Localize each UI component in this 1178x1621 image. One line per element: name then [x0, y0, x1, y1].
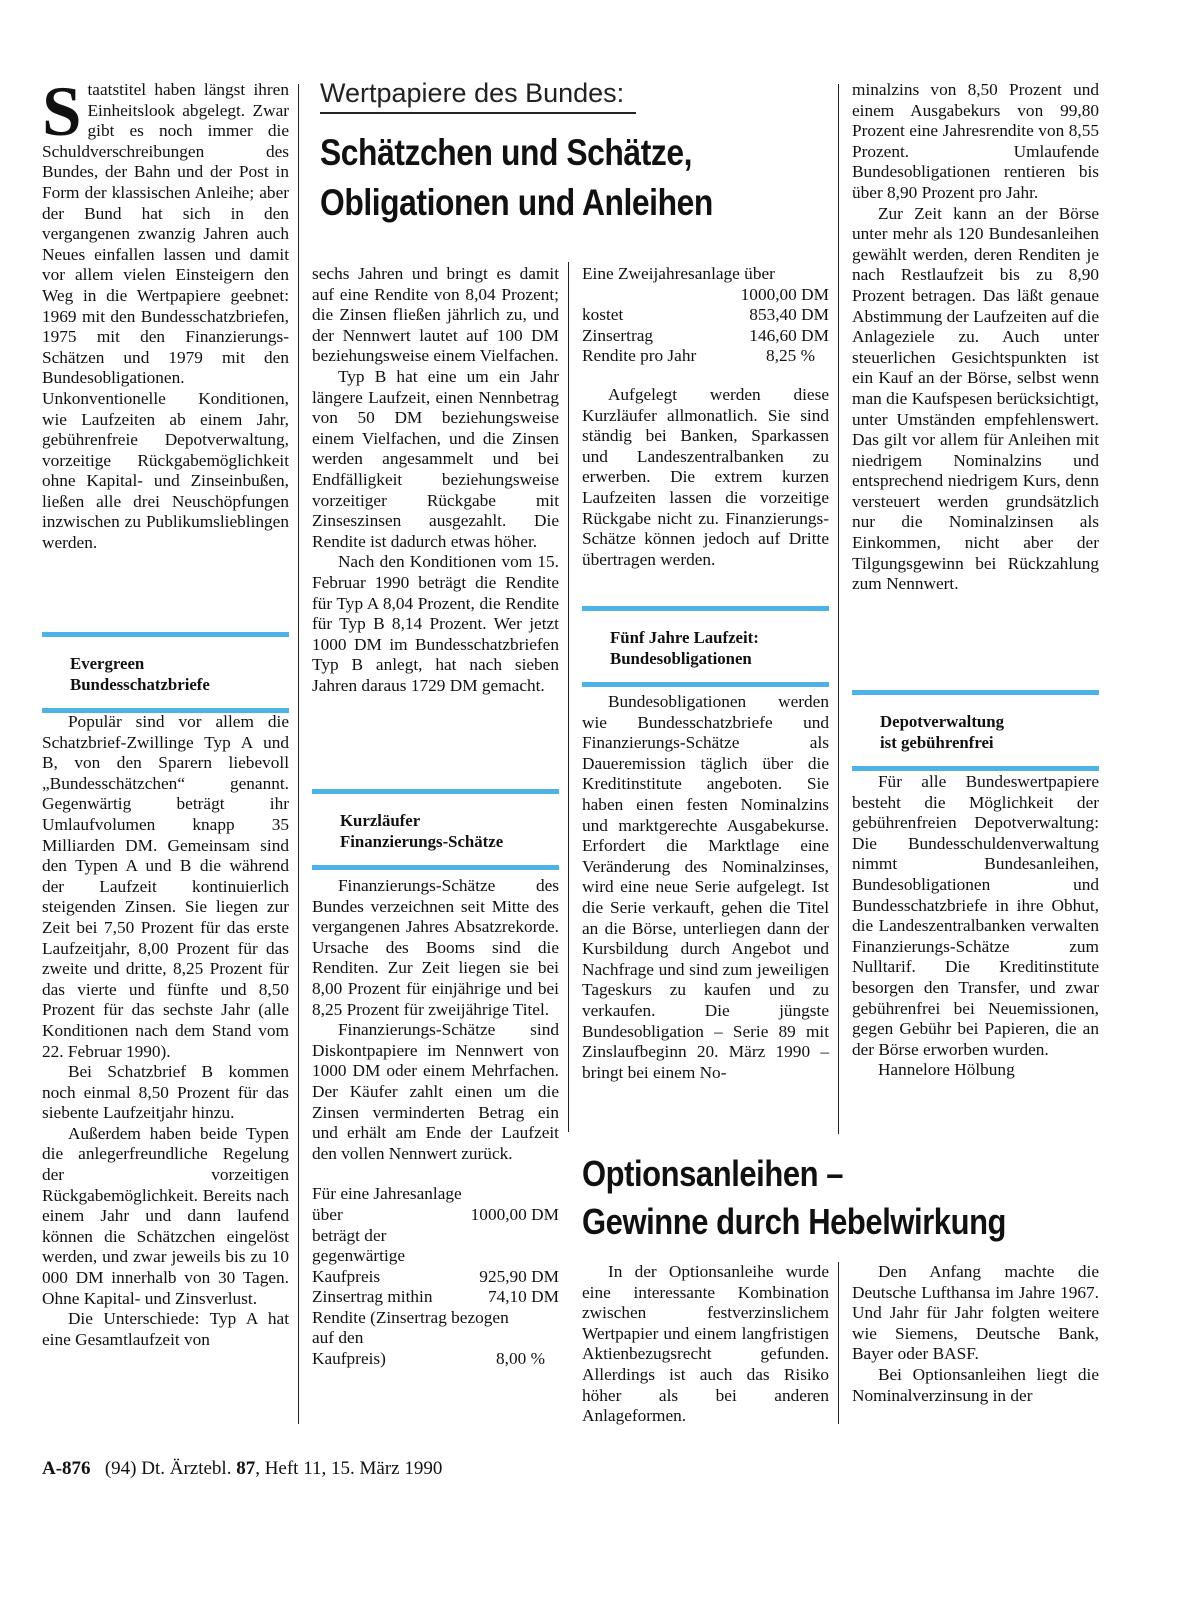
column-2	[312, 264, 559, 696]
table-row: kostet 853,40 DM	[582, 305, 829, 325]
citation-rest: , Heft 11, 15. März 1990	[255, 1458, 443, 1479]
table-row: Zinsertrag 146,60 DM	[582, 325, 829, 345]
paragraph: Zur Zeit kann an der Börse unter mehr als 120 Bundesanleihen gewählt werden, deren Renditen je nach Restlaufzeit bis zu 8,90 Prozent betragen. Das läßt genaue Abstimmung der Laufzeiten auf die Anlageziele zu. Auch unter steuerlichen Gesichtspunkten ist ein Kauf an der Börse, selbst wenn man die Kaufspesen berücksichtigt, unter Umständen empfehlenswert. Das gilt vor allem für Anleihen mit niedrigem Nominalzins und entsprechend niedrigem Kurs, denn versteuert werden grundsätzlich nur die Nominalzinsen als Einkommen, nicht aber der Tilgungsgewinn bei Rückzahlung zum Nennwert.	[852, 203, 1099, 594]
subhead-text: Fünf Jahre Laufzeit: Bundesobligationen	[610, 628, 759, 668]
subhead-depotverwaltung	[852, 690, 1099, 771]
headline-line: Optionsanleihen –	[582, 1153, 844, 1194]
paragraph: Die Unterschiede: Typ A hat eine Gesamtlaufzeit von	[42, 1309, 289, 1349]
intro-paragraph: Staatstitel haben längst ihren Einheitslook abgelegt. Zwar gibt es noch immer die Schuldverschreibungen des Bundes, der Bahn und der Post in Form der klassischen Anleihe; aber der Bund hat sich in den vergangenen zwanzig Jahren auch Neues einfallen lassen und damit vor allem vielen Einsteigern den Weg in die Wertpapiere geebnet: 1969 mit den Bundesschatzbriefen, 1975 mit den Finanzierungs-Schätzen und 1979 mit den Bundesobligationen. Unkonventionelle Konditionen, wie Laufzeiten ab einem Jahr, gebührenfreie Depotverwaltung, vorzeitige Rückgabemöglichkeit ohne Kapital- und Zinseinbußen, ließen alle drei Neuschöpfungen inzwischen zu Publikumslieblingen werden.	[42, 73, 289, 553]
subhead-fuenf-jahre	[582, 606, 829, 687]
column-rule	[838, 1262, 839, 1424]
subhead-bar	[852, 766, 1099, 771]
paragraph: Aufgelegt werden diese Kurzläufer allmonatlich. Sie sind ständig bei Banken, Sparkassen und Landeszentralbanken zu erwerben. Die extrem kurzen Laufzeiten lassen die vorzeitige Rückgabe nicht zu. Finanzierungs-Schätze können jedoch auf Dritte übertragen werden.	[582, 384, 829, 569]
subhead-evergreen	[42, 632, 289, 713]
paragraph: In der Optionsanleihe wurde eine interessante Kombination zwischen festverzinslichem Wertpapier und einem langfristigen Aktienbezugsrecht gefunden. Allerdings ist auch das Risiko höher als bei anderen Anlageformen.	[582, 1262, 829, 1426]
headline-optionsanleihen	[582, 1150, 1006, 1246]
paragraph: Bei Schatzbrief B kommen noch einmal 8,50 Prozent für das siebente Laufzeitjahr hinzu.	[42, 1062, 289, 1123]
paragraph: Typ B hat eine um ein Jahr längere Laufzeit, einen Nennbetrag von 50 DM beziehungsweise einem Vielfachen, und die Zinsen werden angesammelt und bei Endfälligkeit beziehungsweise vorzeitiger Rückgabe mit Zinseszinsen ausgezahlt. Die Rendite ist dadurch etwas höher.	[312, 366, 559, 551]
paragraph: Finanzierungs-Schätze des Bundes verzeichnen seit Mitte des vergangenen Jahres Absatzrekorde. Ursache des Booms sind die Renditen. Zur Zeit liegen sie bei 8,00 Prozent für einjährige und bei 8,25 Prozent für zweijährige Titel.	[312, 876, 559, 1019]
headline-line: Schätzchen und Schätze,	[320, 132, 693, 173]
table-row: Kaufpreis 925,90 DM	[312, 1266, 559, 1286]
column-1-body	[42, 712, 289, 1350]
table-zweijahresanlage: Eine Zweijahresanlage über 1000,00 DM kostet 853,40 DM Zinsertrag 146,60 DM Rendite pro Jahr 8,25 %	[582, 264, 829, 366]
table-row: Kaufpreis) 8,00 %	[312, 1349, 545, 1369]
paragraph: minalzins von 8,50 Prozent und einem Ausgabekurs von 99,80 Prozent eine Jahresrendite von 8,55 Prozent. Umlaufende Bundesobligationen rentieren bis über 8,90 Prozent pro Jahr.	[852, 80, 1099, 202]
paragraph: Nach den Konditionen vom 15. Februar 1990 beträgt die Rendite für Typ A 8,04 Prozent, die Rendite für Typ B 8,14 Prozent. Wer jetzt 1000 DM im Bundesschatzbriefen Typ B anlegt, hat nach sieben Jahren daraus 1729 DM gemacht.	[312, 552, 559, 695]
article2-column-2	[852, 1262, 1099, 1406]
paragraph: Den Anfang machte die Deutsche Lufthansa im Jahre 1967. Und Jahr für Jahr folgten weitere wie Siemens, Deutsche Bank, Bayer oder BASF.	[852, 1262, 1099, 1364]
subhead-text: Kurzläufer Finanzierungs-Schätze	[340, 811, 504, 851]
column-1	[42, 73, 289, 554]
paragraph: Bei Optionsanleihen liegt die Nominalverzinsung in der	[852, 1364, 1099, 1405]
paragraph: Außerdem haben beide Typen die anlegerfreundliche Regelung der vorzeitigen Rückgabemöglichkeit. Bereits nach einem Jahr und dann laufend können die Schätzchen eingelöst werden, und zwar jeweils bis zu 10 000 DM innerhalb von 30 Tagen. Ohne Kapital- und Zinsverlust.	[42, 1123, 289, 1308]
subhead-kurzlaeufer	[312, 789, 559, 870]
column-rule	[838, 84, 839, 1134]
column-3-body	[582, 692, 829, 1083]
column-2-body	[312, 876, 559, 1370]
citation: (94) Dt. Ärztebl.	[104, 1458, 232, 1479]
article2-column-1	[582, 1262, 829, 1427]
paragraph: Finanzierungs-Schätze sind Diskontpapiere im Nennwert von 1000 DM oder einem Mehrfachen. Der Käufer zahlt einen um die Zinsen verminderten Betrag ein und erhält am Ende der Laufzeit den vollen Nennwert zurück.	[312, 1020, 559, 1163]
column-rule	[298, 84, 299, 1424]
page-code: A-876	[42, 1458, 91, 1479]
subhead-text: Depotverwaltung ist gebührenfrei	[880, 712, 1004, 752]
column-4	[852, 80, 1099, 595]
headline	[320, 128, 713, 228]
headline-line: Gewinne durch Hebelwirkung	[582, 1201, 1007, 1242]
paragraph: Bundesobligationen werden wie Bundesschatzbriefe und Finanzierungs-Schätze als Daueremission täglich über die Kreditinstitute angeboten. Sie haben einen festen Nominalzins und marktgerechte Ausgabekurse. Erfordert die Marktlage eine Veränderung des Nominalzinses, wird eine neue Serie aufgelegt. Ist die Serie verkauft, gehen die Titel an die Börse, unterliegen dann der Kursbildung durch Angebot und Nachfrage und sind zum jeweiligen Tageskurs zu kaufen und zu verkaufen. Die jüngste Bundesobligation – Serie 89 mit Zinslaufbeginn 20. März 1990 – bringt bei einem No-	[582, 692, 829, 1082]
paragraph: sechs Jahren und bringt es damit auf eine Rendite von 8,04 Prozent; die Zinsen fließen jährlich zu, und der Nennwert lautet auf 100 DM beziehungsweise einem Vielfachen.	[312, 264, 559, 366]
headline-line: Obligationen und Anleihen	[320, 182, 713, 223]
kicker: Wertpapiere des Bundes:	[320, 78, 625, 108]
table-jahresanlage: Für eine Jahresanlage über 1000,00 DM beträgt der gegenwärtige Kaufpreis 925,90 DM Zinsertrag mithin 74,10 DM Rendite (Zinsertrag bezogen auf den Kaufpreis) 8,00 %	[312, 1184, 559, 1369]
volume: 87	[236, 1458, 256, 1479]
kicker-rule	[320, 112, 636, 114]
table-row: Zinsertrag mithin 74,10 DM	[312, 1287, 559, 1307]
column-rule	[568, 262, 569, 1132]
subhead-text: Evergreen Bundesschatzbriefe	[70, 654, 210, 694]
subhead-bar	[312, 865, 559, 870]
page-footer	[42, 1458, 442, 1480]
author: Hannelore Hölbung	[877, 1060, 1015, 1080]
subhead-bar	[582, 682, 829, 687]
drop-cap: S	[42, 73, 82, 151]
column-4-body	[852, 772, 1099, 1081]
paragraph: Für alle Bundeswertpapiere besteht die Möglichkeit der gebührenfreien Depotverwaltung: Die Bundesschuldenverwaltung nimmt Bundesanleihen, Bundesobligationen und Bundesschatzbriefe in ihre Obhut, die Landeszentralbanken verwalten Finanzierungs-Schätze zum Nulltarif. Die Kreditinstitute besorgen den Transfer, und zwar gebührenfrei bei Neuemissionen, gegen Gebühr bei Papieren, die an der Börse erworben wurden.	[852, 772, 1099, 1059]
paragraph: Populär sind vor allem die Schatzbrief-Zwillinge Typ A und B, von den Sparern liebevoll „Bundesschätzchen“ genannt. Gegenwärtig beträgt ihr Umlaufvolumen knapp 35 Milliarden DM. Gemeinsam sind den Typen A und B die während der Laufzeit kontinuierlich steigenden Zinsen. Sie liegen zur Zeit bei 7,50 Prozent für das erste Laufzeitjahr, 8,00 Prozent für das zweite und dritte, 8,25 Prozent für das vierte und fünfte und 8,50 Prozent für das sechste Jahr (alle Konditionen nach dem Stand vom 22. Februar 1990).	[42, 712, 289, 1061]
table-row: Rendite pro Jahr 8,25 %	[582, 346, 815, 366]
table-row: über 1000,00 DM	[312, 1204, 559, 1224]
column-3	[582, 264, 829, 570]
